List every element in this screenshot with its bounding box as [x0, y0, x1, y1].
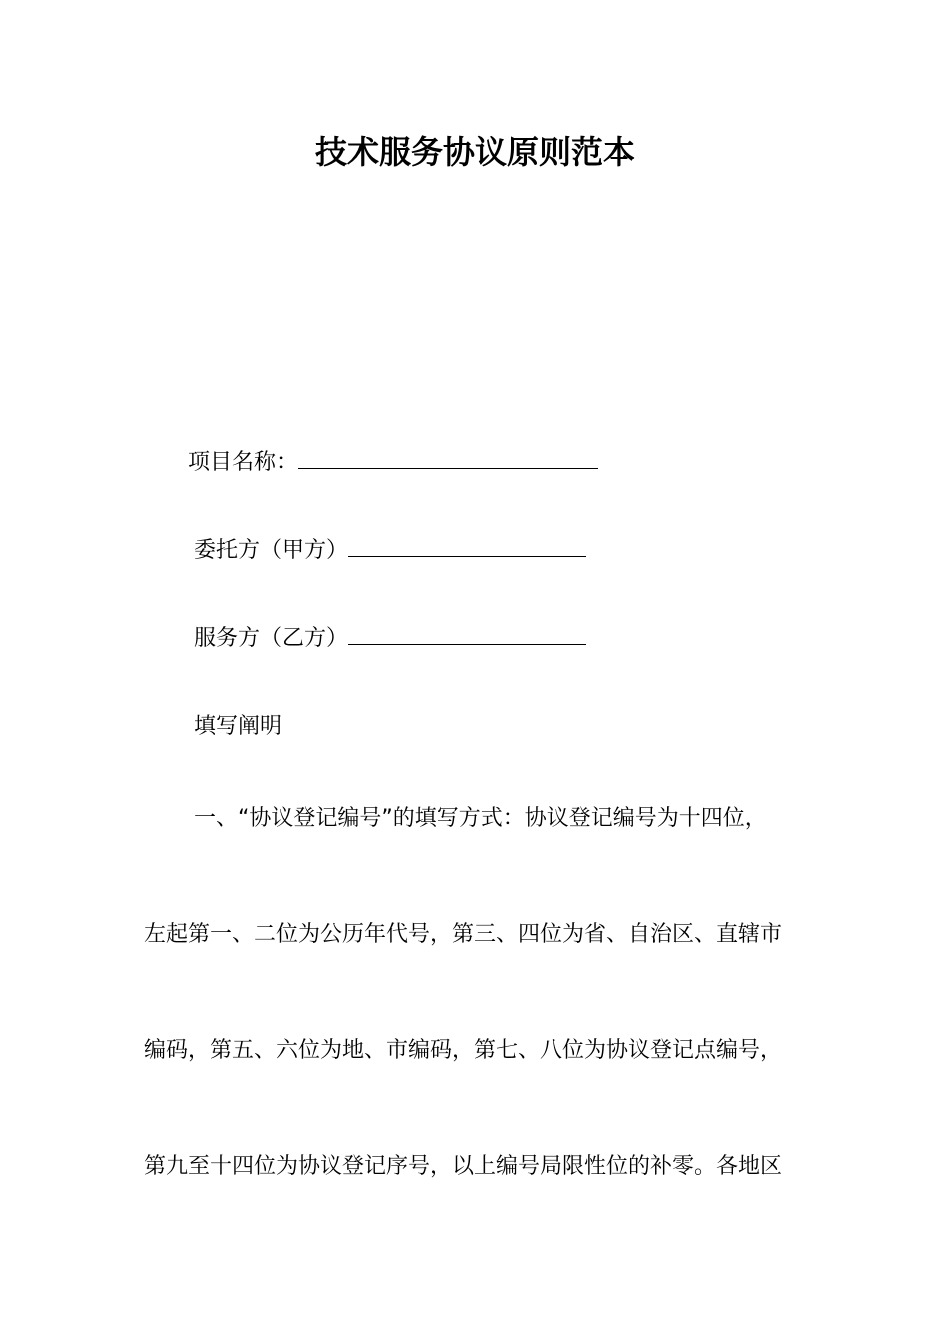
client-party-field — [194, 536, 586, 566]
provider-party-label: 服务方（乙方） — [194, 626, 349, 651]
document-title: 技术服务协议原则范本 — [314, 133, 635, 171]
provider-party-field — [194, 624, 586, 654]
section-heading: 填写阐明 — [194, 714, 283, 739]
body-line: 一、“协议登记编号”的填写方式：协议登记编号为十四位， — [194, 806, 767, 831]
project-name-blank[interactable] — [298, 448, 598, 469]
client-party-label: 委托方（甲方） — [194, 538, 349, 563]
body-line: 编码，第五、六位为地、市编码，第七、八位为协议登记点编号， — [144, 1038, 783, 1063]
body-line: 左起第一、二位为公历年代号，第三、四位为省、自治区、直辖市 — [144, 922, 783, 947]
provider-party-blank[interactable] — [348, 624, 586, 645]
client-party-blank[interactable] — [348, 536, 586, 557]
body-line: 第九至十四位为协议登记序号，以上编号局限性位的补零。各地区 — [144, 1154, 783, 1179]
project-name-label: 项目名称： — [188, 450, 299, 475]
project-name-field — [188, 448, 598, 478]
